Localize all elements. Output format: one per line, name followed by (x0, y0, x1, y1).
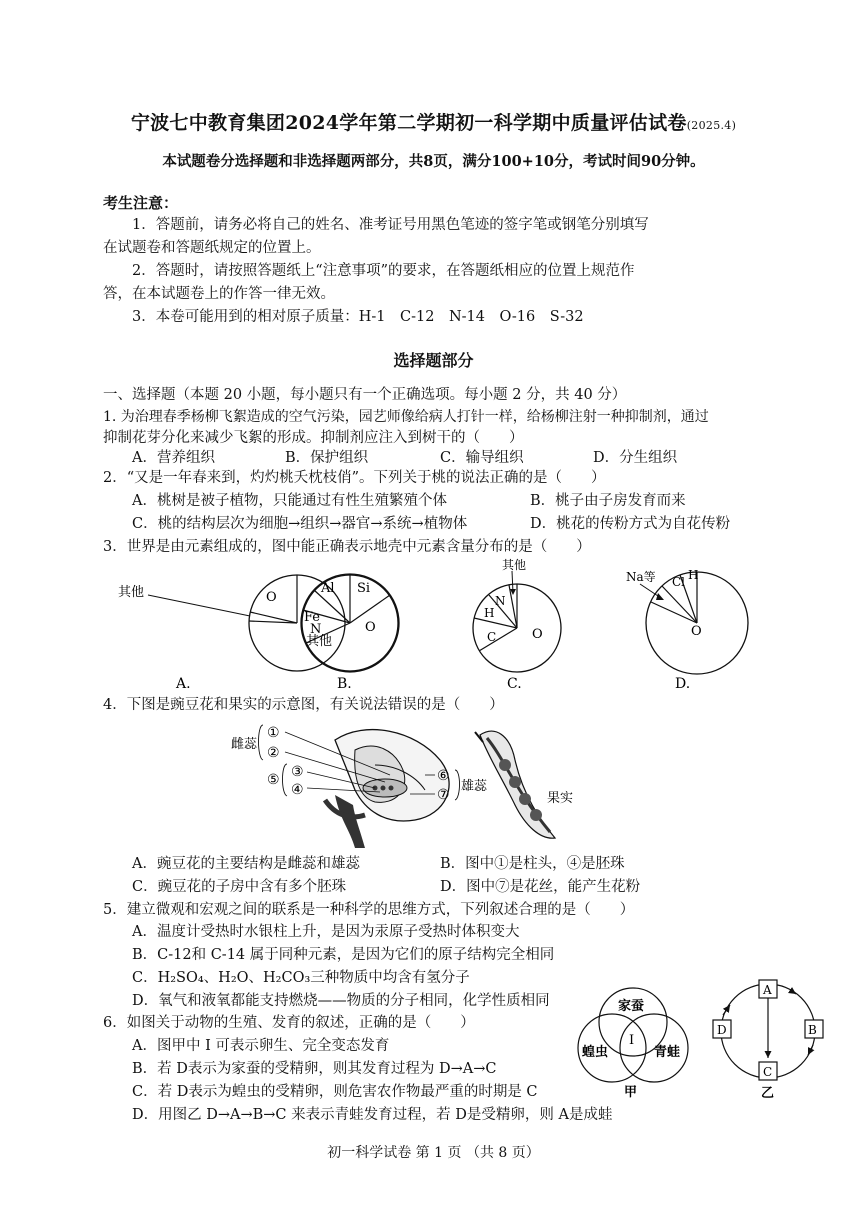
q2-option-d: D．桃花的传粉方式为自花传粉 (530, 516, 731, 532)
q2-option-a: A．桃树是被子植物，只能通过有性生殖繁殖个体 (132, 493, 447, 509)
pie-b-label-al: Al (321, 581, 335, 596)
exam-title-main: 宁波七中教育集团2024学年第二学期初一科学期中质量评估试卷 (130, 112, 687, 134)
q2-option-c: C．桃的结构层次为细胞→组织→器官→系统→植物体 (132, 516, 468, 532)
exam-title (0, 108, 867, 135)
q5-option-d: D．氧气和液氧都能支持燃烧——物质的分子相同，化学性质相同 (132, 993, 550, 1009)
pie-d-letter: D. (675, 676, 691, 692)
pie-c-label-h: H (484, 606, 495, 620)
q4-option-a: A．豌豆花的主要结构是雌蕊和雄蕊 (132, 856, 360, 872)
cycle-label-yi: 乙 (761, 1086, 775, 1101)
cycle-label-c: C (763, 1065, 773, 1079)
q4-label-3: ③ (291, 764, 304, 780)
venn-label-center: I (629, 1033, 635, 1048)
notice-item1-line1: 1．答题前，请务必将自己的姓名、准考证号用黑色笔迹的签字笔或钢笔分别填写 (132, 217, 649, 233)
q5-option-b: B．C-12和 C-14 属于同种元素，是因为它们的原子结构完全相同 (132, 947, 555, 963)
page-footer: 初一科学试卷 第 1 页 （共 8 页） (327, 1145, 540, 1161)
pie-d-label-cl: Cl (672, 575, 686, 589)
q4-option-d: D．图中⑦是花丝，能产生花粉 (440, 879, 641, 895)
pie-b-label-si: Si (357, 581, 371, 596)
q6-option-d: D．用图乙 D→A→B→C 来表示青蛙发育过程，若 D是受精卵，则 A是成蛙 (132, 1107, 613, 1123)
q2-stem: 2．“又是一年春来到，灼灼桃夭枕枝俏”。下列关于桃的说法正确的是（ ） (103, 470, 606, 486)
venn-label-frog: 青蛙 (654, 1045, 681, 1060)
notice-item2-line2: 答，在本试题卷上的作答一律无效。 (103, 286, 335, 302)
pie-c-label-o: O (532, 627, 543, 642)
q6-option-a: A．图甲中 I 可表示卵生、完全变态发育 (132, 1038, 390, 1054)
pie-d-label-o: O (691, 624, 702, 639)
pie-a-label-o: O (266, 590, 277, 605)
q4-label-pistil: 雌蕊 (231, 737, 258, 752)
q1-option-b: B．保护组织 (285, 450, 369, 466)
q6-option-b: B．若 D表示为家蚕的受精卵，则其发育过程为 D→A→C (132, 1061, 497, 1077)
q5-stem: 5．建立微观和宏观之间的联系是一种科学的思维方式，下列叙述合理的是（ ） (103, 902, 635, 918)
q3-pie-b (290, 555, 440, 695)
q4-label-5: ⑤ (267, 772, 280, 788)
notice-item3: 3．本卷可能用到的相对原子质量：H-1 C-12 N-14 O-16 S-32 (132, 309, 584, 325)
notice-item2-line1: 2．答题时，请按照答题纸上“注意事项”的要求，在答题纸相应的位置上规范作 (132, 263, 635, 279)
pie-c-label-n: N (495, 594, 506, 608)
exam-title-date: (2025.4) (686, 119, 737, 132)
q6-venn-diagram (572, 982, 697, 1100)
pie-b-label-fe: Fe (304, 610, 321, 625)
pie-c-letter: C. (507, 676, 522, 692)
pie-a-label-n: N (310, 622, 322, 637)
q4-option-b: B．图中①是柱头，④是胚珠 (440, 856, 625, 872)
pie-b-label-other: 其他 (306, 634, 333, 649)
q3-pie-c (462, 555, 602, 695)
q6-stem: 6．如图关于动物的生殖、发育的叙述，正确的是（ ） (103, 1015, 475, 1031)
q5-option-c: C．H₂SO₄、H₂O、H₂CO₃三种物质中均含有氢分子 (132, 970, 470, 986)
q4-label-7: ⑦ (437, 787, 450, 803)
pie-a-label-other: 其他 (118, 585, 145, 600)
q1-line1: 1. 为治理春季杨柳飞絮造成的空气污染，园艺师像给病人打针一样，给杨柳注射一种抑制剂，通过 (103, 409, 709, 425)
q4-label-fruit: 果实 (547, 791, 574, 806)
q1-option-a: A．营养组织 (132, 450, 215, 466)
q4-pea-figure (225, 720, 595, 850)
notice-item1-line2: 在试题卷和答题纸规定的位置上。 (103, 240, 321, 256)
pie-b-label-o: O (365, 620, 376, 635)
q4-label-4: ④ (291, 782, 304, 798)
venn-label-silkworm: 家蚕 (618, 999, 645, 1014)
q1-option-d: D．分生组织 (593, 450, 678, 466)
q3-pie-d (622, 555, 772, 695)
q4-label-2: ② (267, 745, 280, 761)
q1-option-c: C．输导组织 (440, 450, 524, 466)
pie-a-letter: A. (176, 676, 191, 692)
cycle-label-b: B (808, 1023, 817, 1037)
notice-heading: 考生注意： (103, 194, 179, 212)
q1-line2: 抑制花芽分化来减少飞絮的形成。抑制剂应注入到树干的（ ） (103, 430, 524, 446)
section-title: 选择题部分 (393, 351, 474, 370)
q4-stem: 4．下图是豌豆花和果实的示意图，有关说法错误的是（ ） (103, 697, 504, 713)
q4-label-1: ① (267, 725, 280, 741)
q5-option-a: A．温度计受热时水银柱上升，是因为汞原子受热时体积变大 (132, 924, 520, 940)
q6-option-c: C．若 D表示为蝗虫的受精卵，则危害农作物最严重的时期是 C (132, 1084, 538, 1100)
cycle-label-d: D (717, 1023, 727, 1037)
q4-label-6: ⑥ (437, 768, 450, 784)
exam-intro: 本试题卷分选择题和非选择题两部分，共8页，满分100+10分，考试时间90分钟。 (162, 153, 705, 170)
venn-label-jia: 甲 (624, 1085, 638, 1100)
q6-cycle-diagram (708, 975, 833, 1101)
venn-label-locust: 蝗虫 (582, 1045, 609, 1060)
pie-d-label-na: Na等 (626, 570, 656, 584)
pie-c-label-other: 其他 (502, 558, 527, 572)
pie-d-label-h: H (688, 568, 699, 582)
q2-option-b: B．桃子由子房发育而来 (530, 493, 686, 509)
pie-c-label-c: C (487, 630, 497, 644)
pie-b-letter: B. (337, 676, 352, 692)
q3-stem: 3．世界是由元素组成的，图中能正确表示地壳中元素含量分布的是（ ） (103, 539, 591, 555)
cycle-label-a: A (763, 983, 772, 997)
q4-label-stamen: 雄蕊 (461, 779, 488, 794)
part1-heading: 一、选择题（本题 20 小题，每小题只有一个正确选项。每小题 2 分，共 40 分） (103, 387, 627, 403)
q4-option-c: C．豌豆花的子房中含有多个胚珠 (132, 879, 347, 895)
